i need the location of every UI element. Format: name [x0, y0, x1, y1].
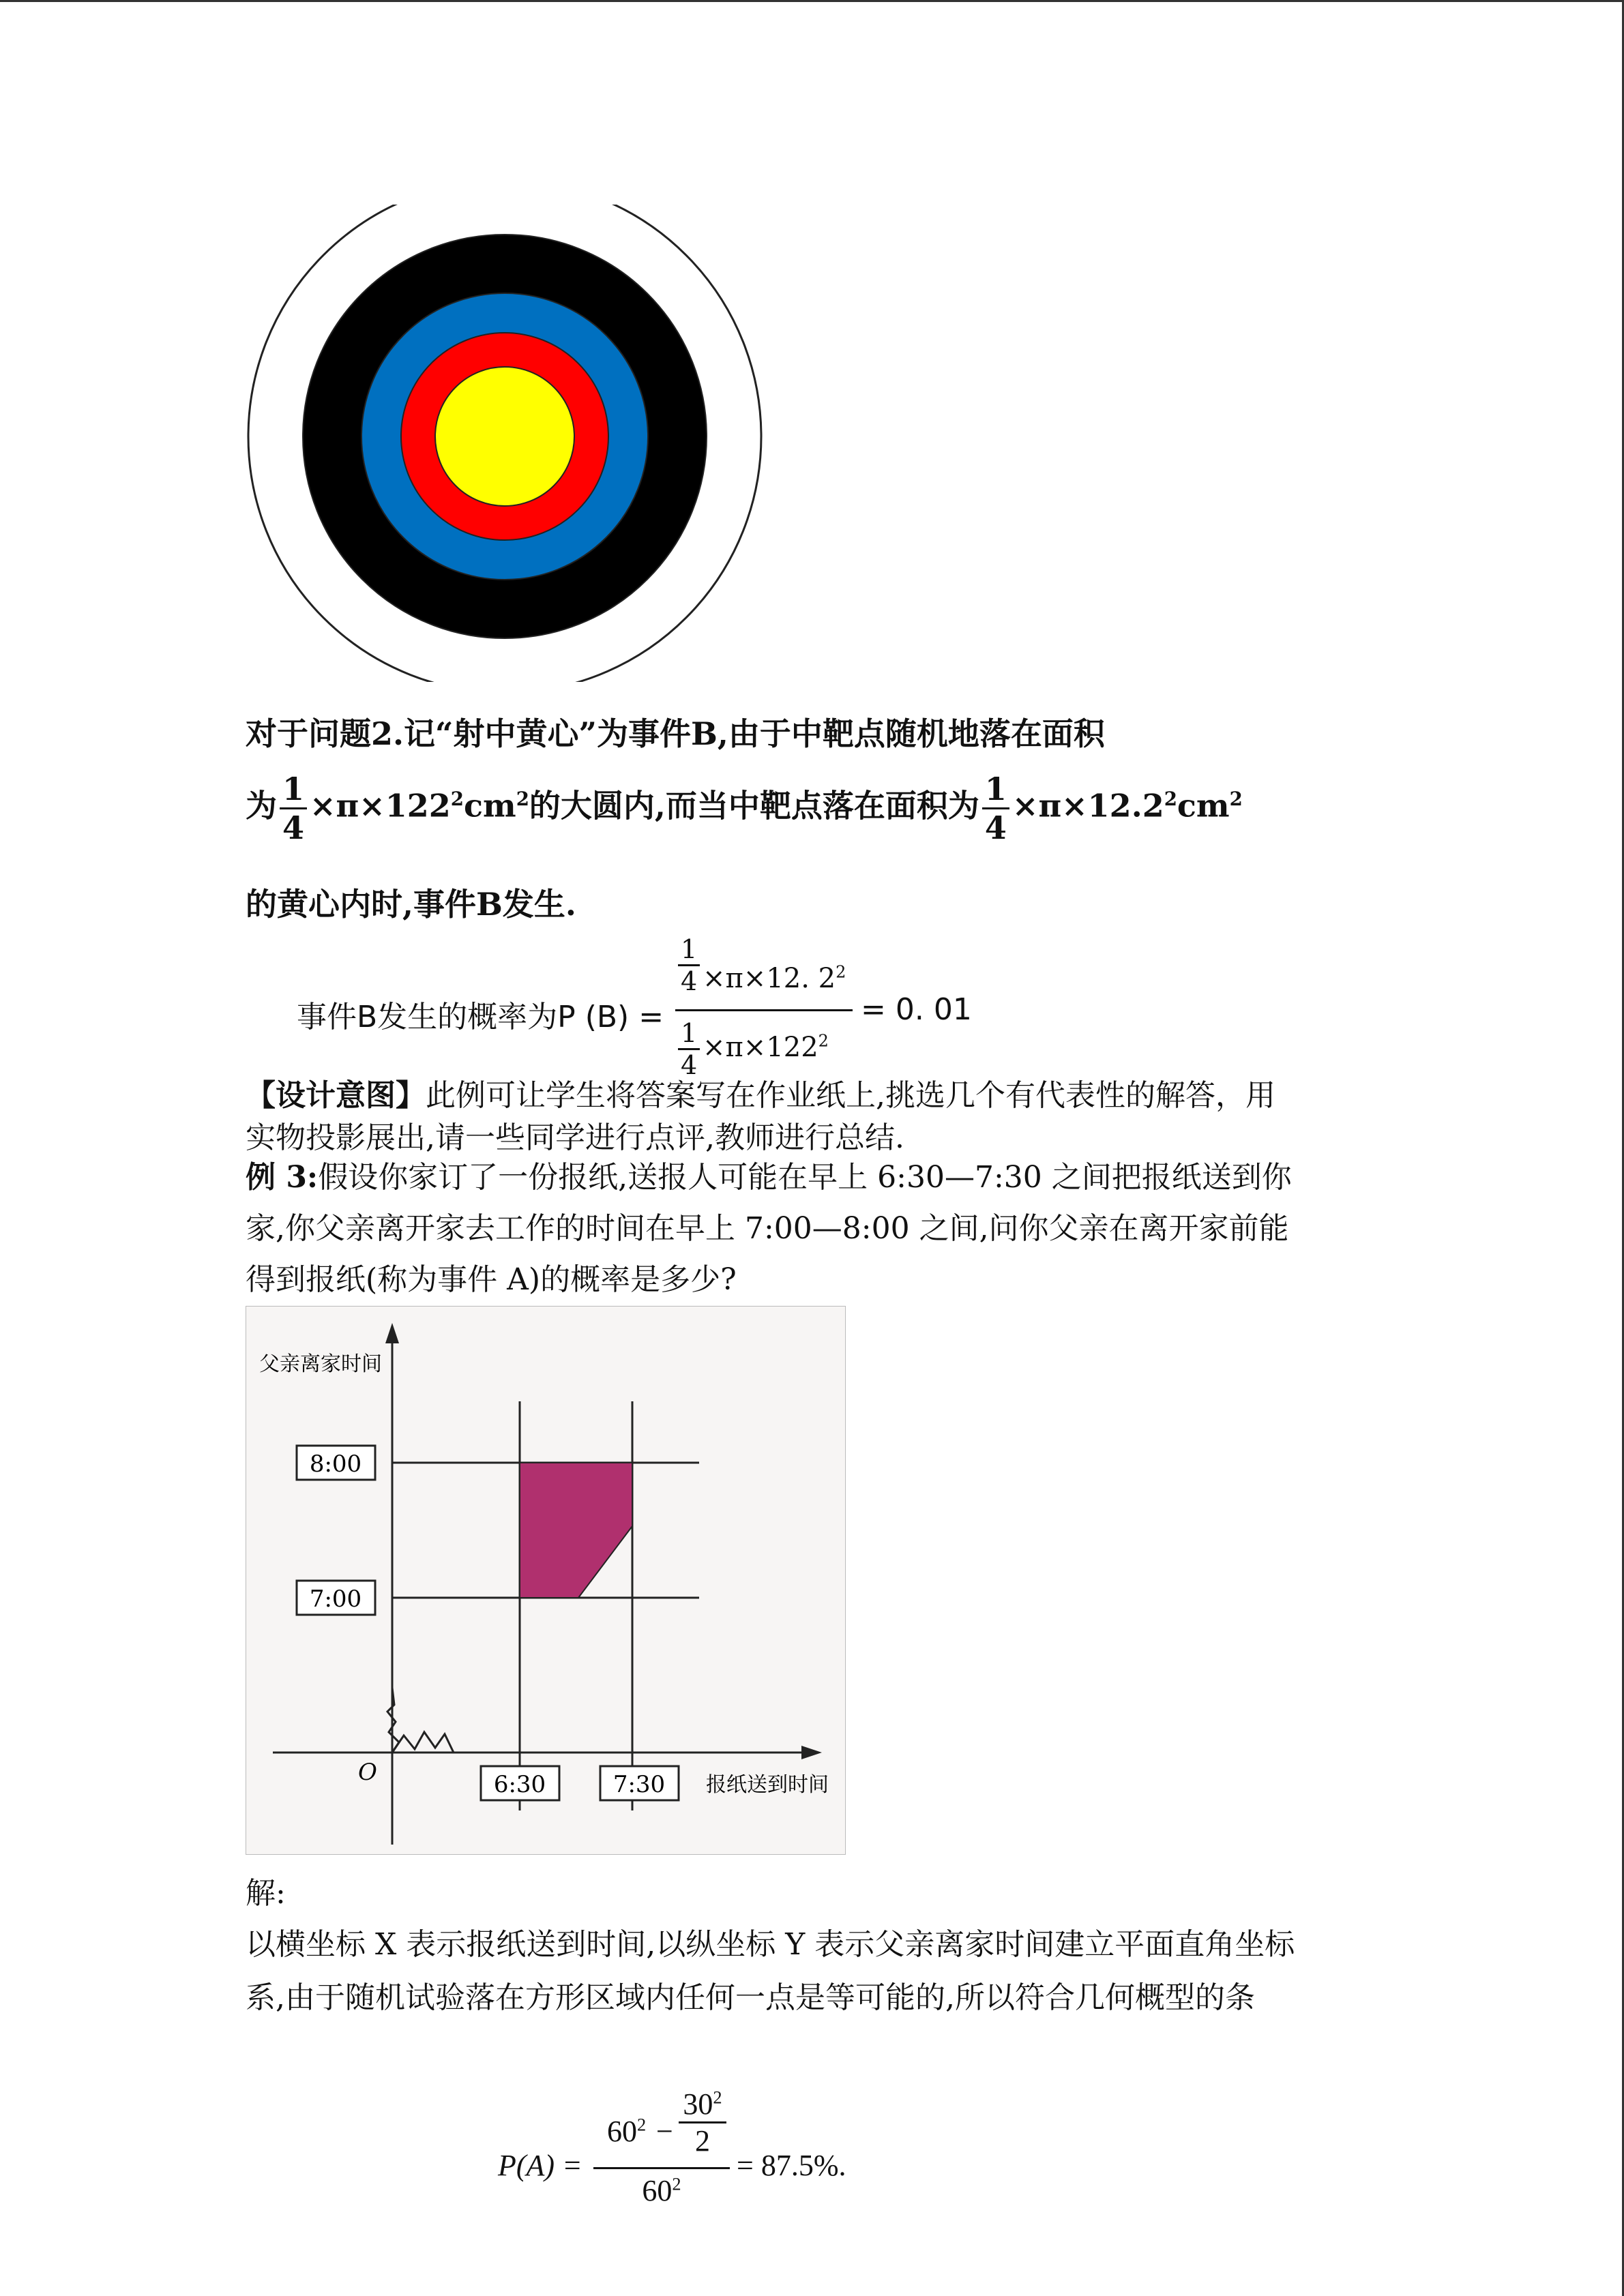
formula-b-label: 事件B发生的概率为P (B) = [297, 1000, 664, 1034]
example3-line2: 家,你父亲离开家去工作的时间在早上 7:00—8:00 之间,问你父亲在离开家前能 [246, 1211, 1289, 1246]
problem2-line3: 的黄心内时,事件B发生. [246, 886, 576, 923]
formula-a-result: = 87.5%. [737, 2149, 846, 2182]
problem2-line2-prefix: 为 [246, 787, 277, 824]
y-axis-label: 父亲离家时间 [259, 1352, 382, 1376]
design-intent-text1: 此例可让学生将答案写在作业纸上,挑选几个有代表性的解答，用 [426, 1078, 1275, 1113]
example3-tag: 例 3: [246, 1160, 319, 1195]
example3-line3: 得到报纸(称为事件 A)的概率是多少? [246, 1262, 737, 1297]
formula-a-numerator [593, 2087, 730, 2167]
formula-b-fraction [675, 934, 853, 1079]
example3-text1: 假设你家订了一份报纸,送报人可能在早上 6:30—7:30 之间把报纸送到你 [318, 1160, 1292, 1195]
x-axis-label: 报纸送到时间 [706, 1773, 829, 1797]
num-30: 30 [683, 2087, 713, 2121]
design-intent-line1 [246, 1071, 1275, 1114]
design-intent-line2: 实物投影展出,请一些同学进行点评,教师进行总结. [246, 1120, 904, 1155]
problem2-line1: 对于问题2.记“射中黄心”为事件B,由于中靶点随机地落在面积 [246, 715, 1105, 752]
inner-denominator: 2 [679, 2121, 726, 2158]
square-exponent: 2 [672, 2173, 681, 2194]
formula-b-numerator [675, 934, 853, 1009]
formula-a-lhs: P(A) = [498, 2149, 582, 2182]
fraction-numerator: 1 [681, 934, 698, 964]
formula-b-result: = 0. 01 [861, 992, 972, 1027]
problem2-line2 [246, 771, 1243, 846]
y-tick-8-00: 8:00 [309, 1450, 362, 1478]
unit-cm: cm [1177, 787, 1230, 824]
square-exponent: 2 [1229, 788, 1243, 811]
square-exponent: 2 [450, 788, 464, 811]
inner-fraction [679, 2087, 726, 2158]
formula-a-denominator [593, 2169, 730, 2208]
fraction-quarter [280, 771, 307, 846]
square-exponent: 2 [516, 788, 529, 811]
fraction-numerator: 1 [984, 771, 1007, 807]
target-ring-yellow [435, 367, 574, 506]
y-tick-7-00: 7:00 [309, 1585, 362, 1613]
archery-target-figure [246, 205, 764, 682]
fraction-denominator: 4 [280, 807, 307, 846]
inner-numerator [679, 2087, 726, 2121]
origin-label: O [358, 1759, 377, 1786]
formula-b-den-expr [703, 1032, 829, 1063]
formula-a-fraction [593, 2087, 730, 2208]
problem2-line2-middle: 的大圆内,而当中靶点落在面积为 [529, 787, 979, 824]
num-expr-text: ×π×12. 2 [703, 963, 836, 994]
big-circle-expr: ×π×122 [310, 787, 451, 824]
den-expr-text: ×π×122 [703, 1032, 818, 1063]
num-60-sq [607, 2114, 646, 2149]
quarter-small [678, 934, 700, 996]
design-intent-tag: 【设计意图】 [246, 1078, 426, 1113]
fraction-numerator: 1 [282, 771, 305, 807]
x-tick-6-30: 6:30 [493, 1771, 546, 1798]
square-exponent: 2 [1164, 788, 1177, 811]
formula-b-num-expr [703, 963, 846, 994]
solution-line1: 以横坐标 X 表示报纸送到时间,以纵坐标 Y 表示父亲离家时间建立平面直角坐标 [246, 1927, 1295, 1962]
example3-line1 [246, 1152, 1292, 1196]
square-exponent: 2 [637, 2114, 647, 2135]
fraction-denominator: 4 [678, 1048, 700, 1080]
formula-b-denominator [675, 1011, 853, 1079]
fraction-numerator: 1 [681, 1018, 698, 1048]
time-region-diagram [246, 1306, 846, 1855]
fraction-quarter [982, 771, 1009, 846]
fraction-denominator: 4 [982, 807, 1009, 846]
solution-line2: 系,由于随机试验落在方形区域内任何一点是等可能的,所以符合几何概型的条 [246, 1980, 1255, 2015]
square-exponent: 2 [818, 1031, 829, 1051]
square-exponent: 2 [713, 2087, 722, 2108]
fraction-denominator: 4 [678, 964, 700, 996]
solution-heading: 解: [246, 1876, 286, 1911]
page-border-top [0, 0, 1624, 2]
square-exponent: 2 [836, 962, 846, 982]
minus-sign: − [656, 2115, 673, 2148]
den-60: 60 [642, 2174, 673, 2207]
x-tick-7-30: 7:30 [612, 1771, 666, 1798]
num-60: 60 [607, 2115, 637, 2148]
unit-cm: cm [464, 787, 516, 824]
small-circle-expr: ×π×12.2 [1012, 787, 1164, 824]
